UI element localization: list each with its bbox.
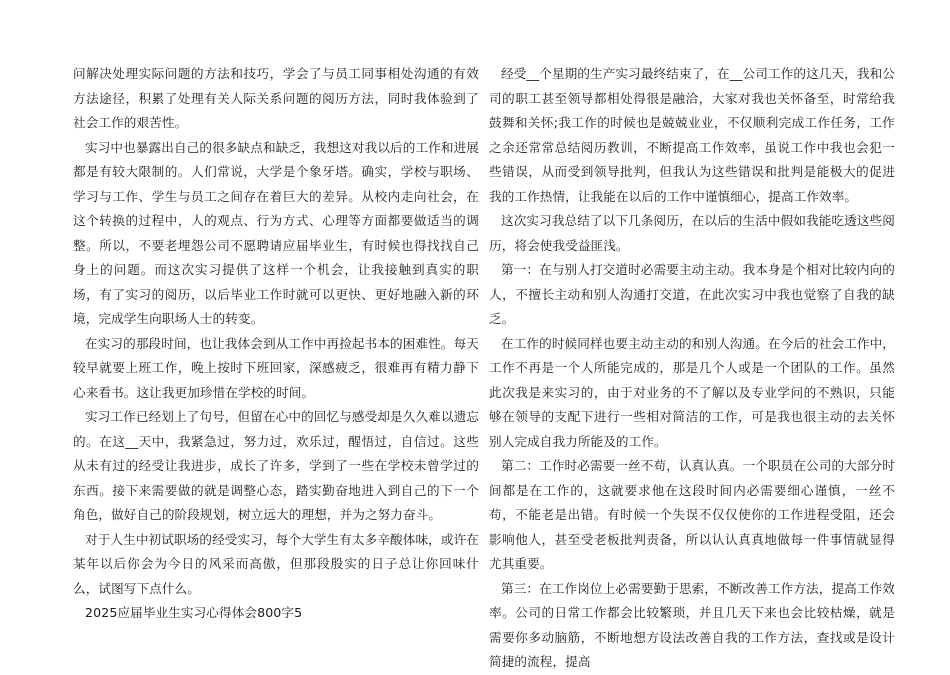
right-column <box>489 62 895 675</box>
paragraph-summary: 这次实习我总结了以下几条阅历，在以后的生活中假如我能吃透这些阅历，将会使我受益匪浅。 <box>489 213 895 253</box>
section-heading: 2025应届毕业生实习心得体会800字5 <box>85 605 303 620</box>
paragraph-point-one: 第一：在与别人打交道时必需要主动主动。我本身是个相对比较内向的人，不擅长主动和别人沟通打交道，在此次实习中我也觉察了自我的缺乏。 <box>489 262 895 326</box>
paragraph-study-difficulty: 在实习的那段时间，也让我体会到从工作中再捡起书本的困难性。每天较早就要上班工作，晚上按时下班回家，深感疲乏，很难再有精力静下心来看书。这让我更加珍惜在学校的时间。 <box>73 335 479 400</box>
paragraph-point-two: 第二：工作时必需要一丝不苟，认真认真。一个职员在公司的大部分时间都是在工作的，这就要求他在这段时间内必需要细心谨慎，一丝不苟，不能老是出错。有时候一个失误不仅仅使你的工作进程受阻，还会影响他人，甚至受老板批判责备，所以认认真真地做每一件事情就显得尤其重要。 <box>489 458 895 571</box>
paragraph-communication: 在工作的时候同样也要主动主动的和别人沟通。在今后的社会工作中，工作不再是一个人所能完成的，那是几个人或是一个团队的工作。虽然此次我是来实习的，由于对业务的不了解以及专业学问的不熟识，只能够在领导的支配下进行一些相对简洁的工作，可是我也很主动的去关怀别人完成自我力所能及的工作。 <box>489 335 895 449</box>
paragraph-continued: 问解决处理实际问题的方法和技巧，学会了与员工同事相处沟通的有效方法途径，积累了处理有关人际关系问题的阅历方法，同时我体验到了社会工作的艰苦性。 <box>73 66 479 130</box>
paragraph-point-three: 第三：在工作岗位上必需要勤于思索，不断改善工作方法，提高工作效率。公司的日常工作都会比较繁琐，并且几天下来也会比较枯燥，就是需要你多动脑筋，不断地想方设法改善自我的工作方法，查找或是设计简捷的流程，提高 <box>489 580 895 669</box>
paragraph-reflection: 对于人生中初试职场的经受实习，每个大学生有太多辛酸体味，或许在某年以后你会为今日的风采而高傲，但那段殷实的日子总让你回味什么，试图写下点什么。 <box>73 531 479 596</box>
paragraph-intro: 经受__个星期的生产实习最终结束了，在__公司工作的这几天，我和公司的职工甚至领导都相处得很是融洽，大家对我也关怀备至，时常给我鼓舞和关怀;我工作的时候也是兢兢业业，不仅顺利完成工作任务，工作之余还常常总结阅历教训，不断提高工作效率，虽说工作中我也会犯一些错误，从而受到领导批判，但我认为这些错误和批判是能极大的促进我的工作热情，让我能在以后的工作中谨慎细心，提高工作效率。 <box>489 66 895 204</box>
paragraph-shortcomings: 实习中也暴露出自己的很多缺点和缺乏，我想这对我以后的工作和进展都是有较大限制的。人们常说，大学是个象牙塔。确实，学校与职场、学习与工作、学生与员工之间存在着巨大的差异。从校内走向社会，在这个转换的过程中，人的观点、行为方式、心理等方面都要做适当的调整。所以，不要老埋怨公司不愿聘请应届毕业生，有时候也得找找自己身上的问题。而这次实习提供了这样一个机会，让我接触到真实的职场，有了实习的阅历，以后毕业工作时就可以更快、更好地融入新的环境，完成学生向职场人士的转变。 <box>73 139 479 326</box>
paragraph-internship-end: 实习工作已经划上了句号，但留在心中的回忆与感受却是久久难以遗忘的。在这__天中，我紧急过，努力过，欢乐过，醒悟过，自信过。这些从未有过的经受让我进步，成长了许多，学到了一些在学校未曾学过的东西。接下来需要做的就是调整心态，踏实勤奋地进入到自己的下一个角色，做好自己的阶段规划，树立远大的理想，并为之努力奋斗。 <box>73 409 479 522</box>
left-column <box>73 62 479 626</box>
